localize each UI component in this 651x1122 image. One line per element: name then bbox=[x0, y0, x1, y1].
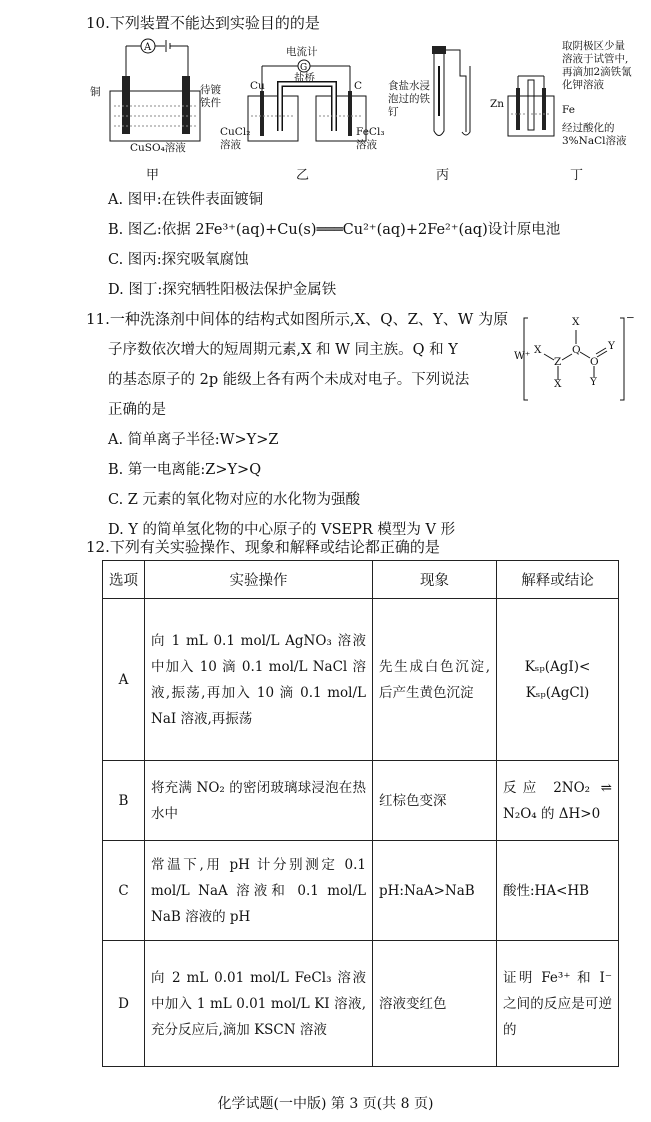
header-conclusion: 解释或结论 bbox=[497, 561, 619, 599]
q11-stem-4: 正确的是 bbox=[108, 402, 166, 418]
q11-option-d[interactable]: D. Y 的简单氢化物的中心原子的 VSEPR 模型为 V 形 bbox=[108, 522, 456, 538]
row-a-conclusion: Kₛₚ(AgI)< Kₛₚ(AgCl) bbox=[497, 599, 619, 761]
caption-ding: 丁 bbox=[570, 168, 584, 183]
copper-label: 铜 bbox=[90, 86, 101, 98]
q11-option-c[interactable]: C. Z 元素的氧化物对应的水化物为强酸 bbox=[108, 492, 360, 508]
cu-electrode-label: Cu bbox=[250, 80, 265, 92]
zn-label: Zn bbox=[490, 98, 505, 110]
row-a-operation: 向 1 mL 0.1 mol/L AgNO₃ 溶液中加入 10 滴 0.1 mol/L NaCl 溶液,振荡,再加入 10 滴 0.1 mol/L NaI 溶液,再振荡 bbox=[145, 599, 373, 761]
x-atom-label-2: X bbox=[554, 378, 562, 390]
experiment-table bbox=[102, 560, 619, 1067]
x-atom-label: X bbox=[534, 344, 542, 356]
row-b-conclusion: 反应 2NO₂ ⇌ N₂O₄ 的 ΔH>0 bbox=[497, 761, 619, 841]
plated-iron-label: 待镀铁件 bbox=[200, 84, 221, 109]
o-atom-label: O bbox=[590, 356, 599, 368]
diagram-jia bbox=[90, 36, 230, 184]
header-operation: 实验操作 bbox=[145, 561, 373, 599]
row-b-option: B bbox=[103, 761, 145, 841]
row-c-phenomenon: pH:NaA>NaB bbox=[373, 841, 497, 941]
nacl-solution-label: 经过酸化的3%NaCl溶液 bbox=[562, 122, 627, 147]
table-header-row bbox=[103, 561, 619, 599]
ferricyanide-note: 取阴极区少量溶液于试管中,再滴加2滴铁氰化钾溶液 bbox=[562, 40, 632, 91]
svg-text:A: A bbox=[144, 42, 152, 53]
header-option: 选项 bbox=[103, 561, 145, 599]
caption-yi: 乙 bbox=[296, 168, 310, 183]
row-b-operation: 将充满 NO₂ 的密闭玻璃球浸泡在热水中 bbox=[145, 761, 373, 841]
charge-label: − bbox=[626, 312, 635, 324]
y-atom-label: Y bbox=[608, 340, 615, 352]
diagram-yi bbox=[220, 36, 385, 184]
q11-stem-1: 11.一种洗涤剂中间体的结构式如图所示,X、Q、Z、Y、W 为原 bbox=[86, 310, 509, 328]
fe-label: Fe bbox=[562, 104, 575, 116]
row-b-phenomenon: 红棕色变深 bbox=[373, 761, 497, 841]
cuso4-label: CuSO₄溶液 bbox=[130, 142, 186, 154]
header-phenomenon: 现象 bbox=[373, 561, 497, 599]
row-d-operation: 向 2 mL 0.01 mol/L FeCl₃ 溶液中加入 1 mL 0.01 mol/L KI 溶液,充分反应后,滴加 KSCN 溶液 bbox=[145, 941, 373, 1067]
table-row bbox=[103, 599, 619, 761]
q11-option-b[interactable]: B. 第一电离能:Z>Y>Q bbox=[108, 462, 262, 478]
cucl2-label: CuCl₂溶液 bbox=[220, 126, 251, 151]
row-a-phenomenon: 先生成白色沉淀,后产生黄色沉淀 bbox=[373, 599, 497, 761]
salt-bridge-label: 盐桥 bbox=[294, 72, 315, 84]
structural-formula bbox=[508, 312, 640, 408]
q10-title: 10.下列装置不能达到实验目的的是 bbox=[86, 14, 320, 32]
q10-option-c[interactable]: C. 图丙:探究吸氧腐蚀 bbox=[108, 252, 249, 268]
q-atom-label: Q bbox=[572, 344, 581, 356]
q11-stem-3: 的基态原子的 2p 能级上各有两个未成对电子。下列说法 bbox=[108, 372, 470, 388]
diagram-bing bbox=[388, 36, 488, 184]
z-atom-label: Z bbox=[554, 356, 562, 368]
q11-option-a[interactable]: A. 简单离子半径:W>Y>Z bbox=[108, 432, 279, 448]
q11-stem-2: 子序数依次增大的短周期元素,X 和 W 同主族。Q 和 Y bbox=[108, 342, 458, 358]
w-ion-label: W⁺ bbox=[514, 350, 531, 362]
diagram-ding bbox=[488, 36, 638, 184]
ammeter-label: 电流计 bbox=[286, 46, 318, 58]
q10-option-a[interactable]: A. 图甲:在铁件表面镀铜 bbox=[108, 192, 264, 208]
table-row bbox=[103, 941, 619, 1067]
nail-label: 食盐水浸泡过的铁钉 bbox=[388, 80, 430, 118]
table-row bbox=[103, 761, 619, 841]
q12-title: 12.下列有关实验操作、现象和解释或结论都正确的是 bbox=[86, 538, 440, 556]
row-c-operation: 常温下,用 pH 计分别测定 0.1 mol/L NaA 溶液和 0.1 mol/L NaB 溶液的 pH bbox=[145, 841, 373, 941]
row-a-option: A bbox=[103, 599, 145, 761]
x-atom-label-3: X bbox=[572, 316, 580, 328]
caption-jia: 甲 bbox=[146, 168, 160, 183]
page-footer: 化学试题(一中版) 第 3 页(共 8 页) bbox=[217, 1096, 434, 1112]
q10-option-d[interactable]: D. 图丁:探究牺牲阳极法保护金属铁 bbox=[108, 282, 337, 298]
c-electrode-label: C bbox=[354, 80, 363, 92]
y-atom-label-2: Y bbox=[590, 376, 597, 388]
row-d-option: D bbox=[103, 941, 145, 1067]
row-d-conclusion: 证明 Fe³⁺ 和 I⁻ 之间的反应是可逆的 bbox=[497, 941, 619, 1067]
svg-text:G: G bbox=[300, 63, 308, 73]
fecl3-label: FeCl₃溶液 bbox=[356, 126, 385, 151]
row-c-option: C bbox=[103, 841, 145, 941]
q10-option-b[interactable]: B. 图乙:依据 2Fe³⁺(aq)+Cu(s)═══Cu²⁺(aq)+2Fe²⁺(aq)设计原电池 bbox=[108, 222, 561, 238]
table-row bbox=[103, 841, 619, 941]
caption-bing: 丙 bbox=[436, 168, 450, 183]
row-d-phenomenon: 溶液变红色 bbox=[373, 941, 497, 1067]
row-c-conclusion: 酸性:HA<HB bbox=[497, 841, 619, 941]
